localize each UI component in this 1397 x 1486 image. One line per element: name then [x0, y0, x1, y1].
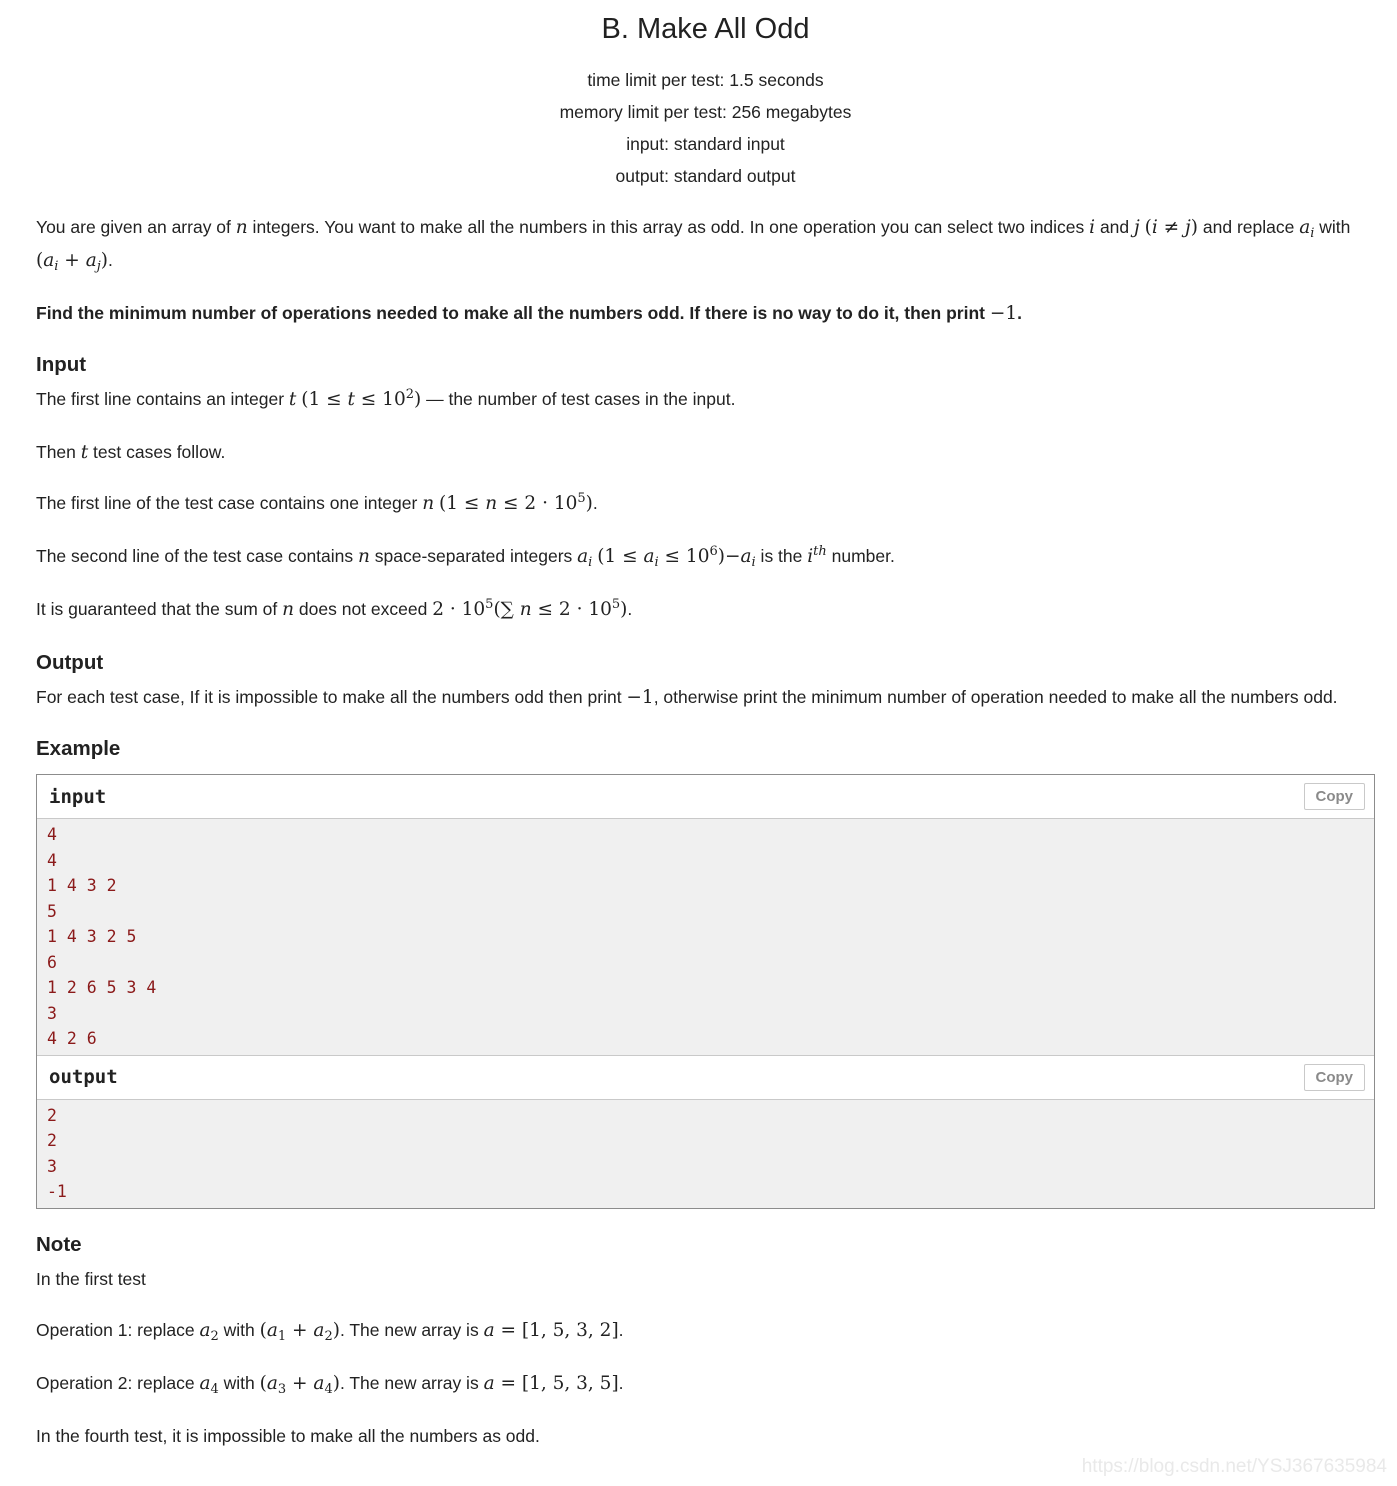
statement-paragraph: You are given an array of n integers. You want to make all the numbers in this array as odd. In one operation you can select two indices i and j (i ≠ j) and replace $a_i$ with $(a_i + a_j)$.: [36, 217, 1351, 274]
sample-input-data: 4 4 1 4 3 2 5 1 4 3 2 5 6 1 2 6 5 3 4 3 4 2 6: [37, 818, 1374, 1055]
note-paragraph: In the first test: [36, 1268, 146, 1289]
output-spec: output: standard output: [615, 166, 796, 186]
input-paragraph: Then t test cases follow.: [36, 442, 226, 463]
note-paragraph: Operation 2: replace $a_4$ with $(a_3 + a_4)$. The new array is a = [1, 5, 3, 5].: [36, 1372, 624, 1397]
watermark: https://blog.csdn.net/YSJ367635984: [1081, 1456, 1387, 1477]
statement-goal-paragraph: Find the minimum number of operations needed to make all the numbers odd. If there is no way to do it, then print −1.: [36, 303, 1022, 324]
output-paragraph: For each test case, If it is impossible to make all the numbers odd then print −1, otherwise print the minimum number of operation needed to make all the numbers odd.: [36, 687, 1338, 708]
problem-statement: [36, 212, 1375, 329]
note-paragraph: Operation 1: replace $a_2$ with $(a_1 + a_2)$. The new array is a = [1, 5, 3, 2].: [36, 1319, 624, 1344]
output-section-heading: Output: [36, 651, 104, 674]
memory-limit: memory limit per test: 256 megabytes: [559, 102, 852, 122]
example-section-heading: Example: [36, 737, 121, 760]
sample-input-title: input: [49, 785, 107, 808]
input-spec: input: standard input: [626, 134, 785, 154]
input-paragraph: It is guaranteed that the sum of n does not exceed $2 \cdot 10^5(\sum$ $n \le 2 \cdot 10^5$).: [36, 597, 633, 620]
copy-input-button[interactable]: Copy: [1304, 783, 1366, 810]
input-paragraph: The first line of the test case contains one integer n $(1 \le n \le 2 \cdot 10^5)$.: [36, 491, 598, 514]
sample-tests-box: [36, 774, 1375, 1209]
time-limit: time limit per test: 1.5 seconds: [587, 70, 824, 90]
problem-page: [0, 13, 1397, 1452]
input-paragraph: The first line contains an integer t $(1 \le t \le 10^2)$ — the number of test cases in the input.: [36, 387, 736, 410]
input-section-heading: Input: [36, 353, 87, 376]
sample-output-title: output: [49, 1066, 118, 1088]
note-paragraph: In the fourth test, it is impossible to make all the numbers as odd.: [36, 1425, 540, 1446]
sample-output-data: 2 2 3 -1: [37, 1099, 1374, 1208]
input-paragraph: The second line of the test case contains n space-separated integers $a_i$ $(1 \le a_i \le 10^6)-a_i$ is the $i^{th}$ number.: [36, 544, 895, 570]
problem-title: B. Make All Odd: [601, 13, 810, 45]
sample-output-header: [37, 1055, 1374, 1099]
problem-limits: [36, 64, 1375, 192]
sample-input-header: [37, 775, 1374, 818]
copy-output-button[interactable]: Copy: [1304, 1064, 1366, 1091]
note-section-heading: Note: [36, 1232, 82, 1256]
